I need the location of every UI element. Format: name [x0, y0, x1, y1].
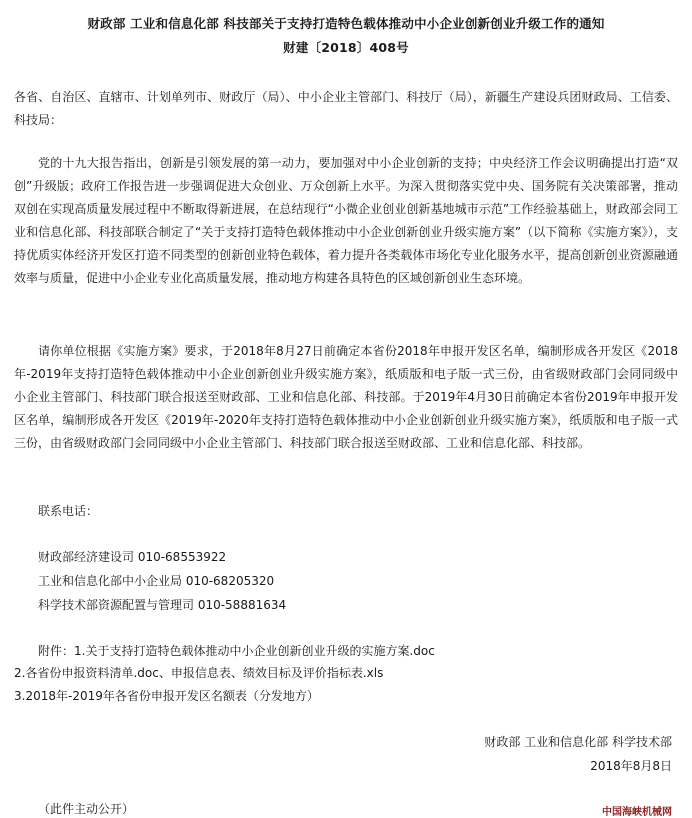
body-paragraph-1: 党的十九大报告指出，创新是引领发展的第一动力，要加强对中小企业创新的支持；中央经济工作会议明确提出打造“双创”升级版；政府工作报告进一步强调促进大众创业、万众创新上水平。为深入贯彻落实党中央、国务院有关决策部署，推动双创在实现高质量发展过程中不断取得新进展，在总结现行“小微企业创业创新基地城市示范”工作经验基础上，财政部会同工业和信息化部、科技部联合制定了“关于支持打造特色载体推动中小企业创新创业升级实施方案”（以下简称《实施方案》），支持优质实体经济开发区打造不同类型的创新创业特色载体，着力提升各类载体市场化专业化服务水平，提高创新创业资源融通效率与质量，促进中小企业专业化高质量发展，推动地方构建各具特色的区域创新创业生态环境。	[14, 156, 678, 285]
attachment-item: 3.2018年-2019年各省份申报开发区名额表（分发地方）	[14, 689, 319, 703]
document-number: 财建〔2018〕408号	[283, 40, 409, 55]
document-title: 财政部 工业和信息化部 科技部关于支持打造特色载体推动中小企业创新创业升级工作的通知	[87, 16, 605, 31]
addressee-paragraph: 各省、自治区、直辖市、计划单列市、财政厅（局）、中小企业主管部门、科技厅（局），新疆生产建设兵团财政局、工信委、科技局：	[14, 90, 678, 127]
attachment-item: 附件：1.关于支持打造特色载体推动中小企业创新创业升级的实施方案.doc	[38, 644, 435, 658]
attachment-item: 2.各省份申报资料清单.doc、申报信息表、绩效目标及评价指标表.xls	[14, 666, 384, 680]
site-watermark: 中国海峡机械网	[602, 807, 672, 818]
contact-line: 工业和信息化部中小企业局 010-68205320	[38, 574, 275, 588]
contact-line: 财政部经济建设司 010-68553922	[38, 550, 227, 564]
contact-title: 联系电话：	[38, 504, 99, 518]
disclosure-note: （此件主动公开）	[38, 802, 135, 816]
issuing-authorities: 财政部 工业和信息化部 科学技术部	[484, 735, 672, 749]
issue-date: 2018年8月8日	[590, 759, 672, 773]
contact-line: 科学技术部资源配置与管理司 010-58881634	[38, 598, 287, 612]
body-paragraph-2: 请你单位根据《实施方案》要求，于2018年8月27日前确定本省份2018年申报开发区名单，编制形成各开发区《2018年-2019年支持打造特色载体推动中小企业创新创业升级实施方案》，纸质版和电子版一式三份，由省级财政部门会同同级中小企业主管部门、科技部门联合报送至财政部、工业和信息化部、科技部。于2019年4月30日前确定本省份2019年申报开发区名单，编制形成各开发区《2019年-2020年支持打造特色载体推动中小企业创新创业升级实施方案》，纸质版和电子版一式三份，由省级财政部门会同同级中小企业主管部门、科技部门联合报送至财政部、工业和信息化部、科技部。	[14, 344, 678, 450]
